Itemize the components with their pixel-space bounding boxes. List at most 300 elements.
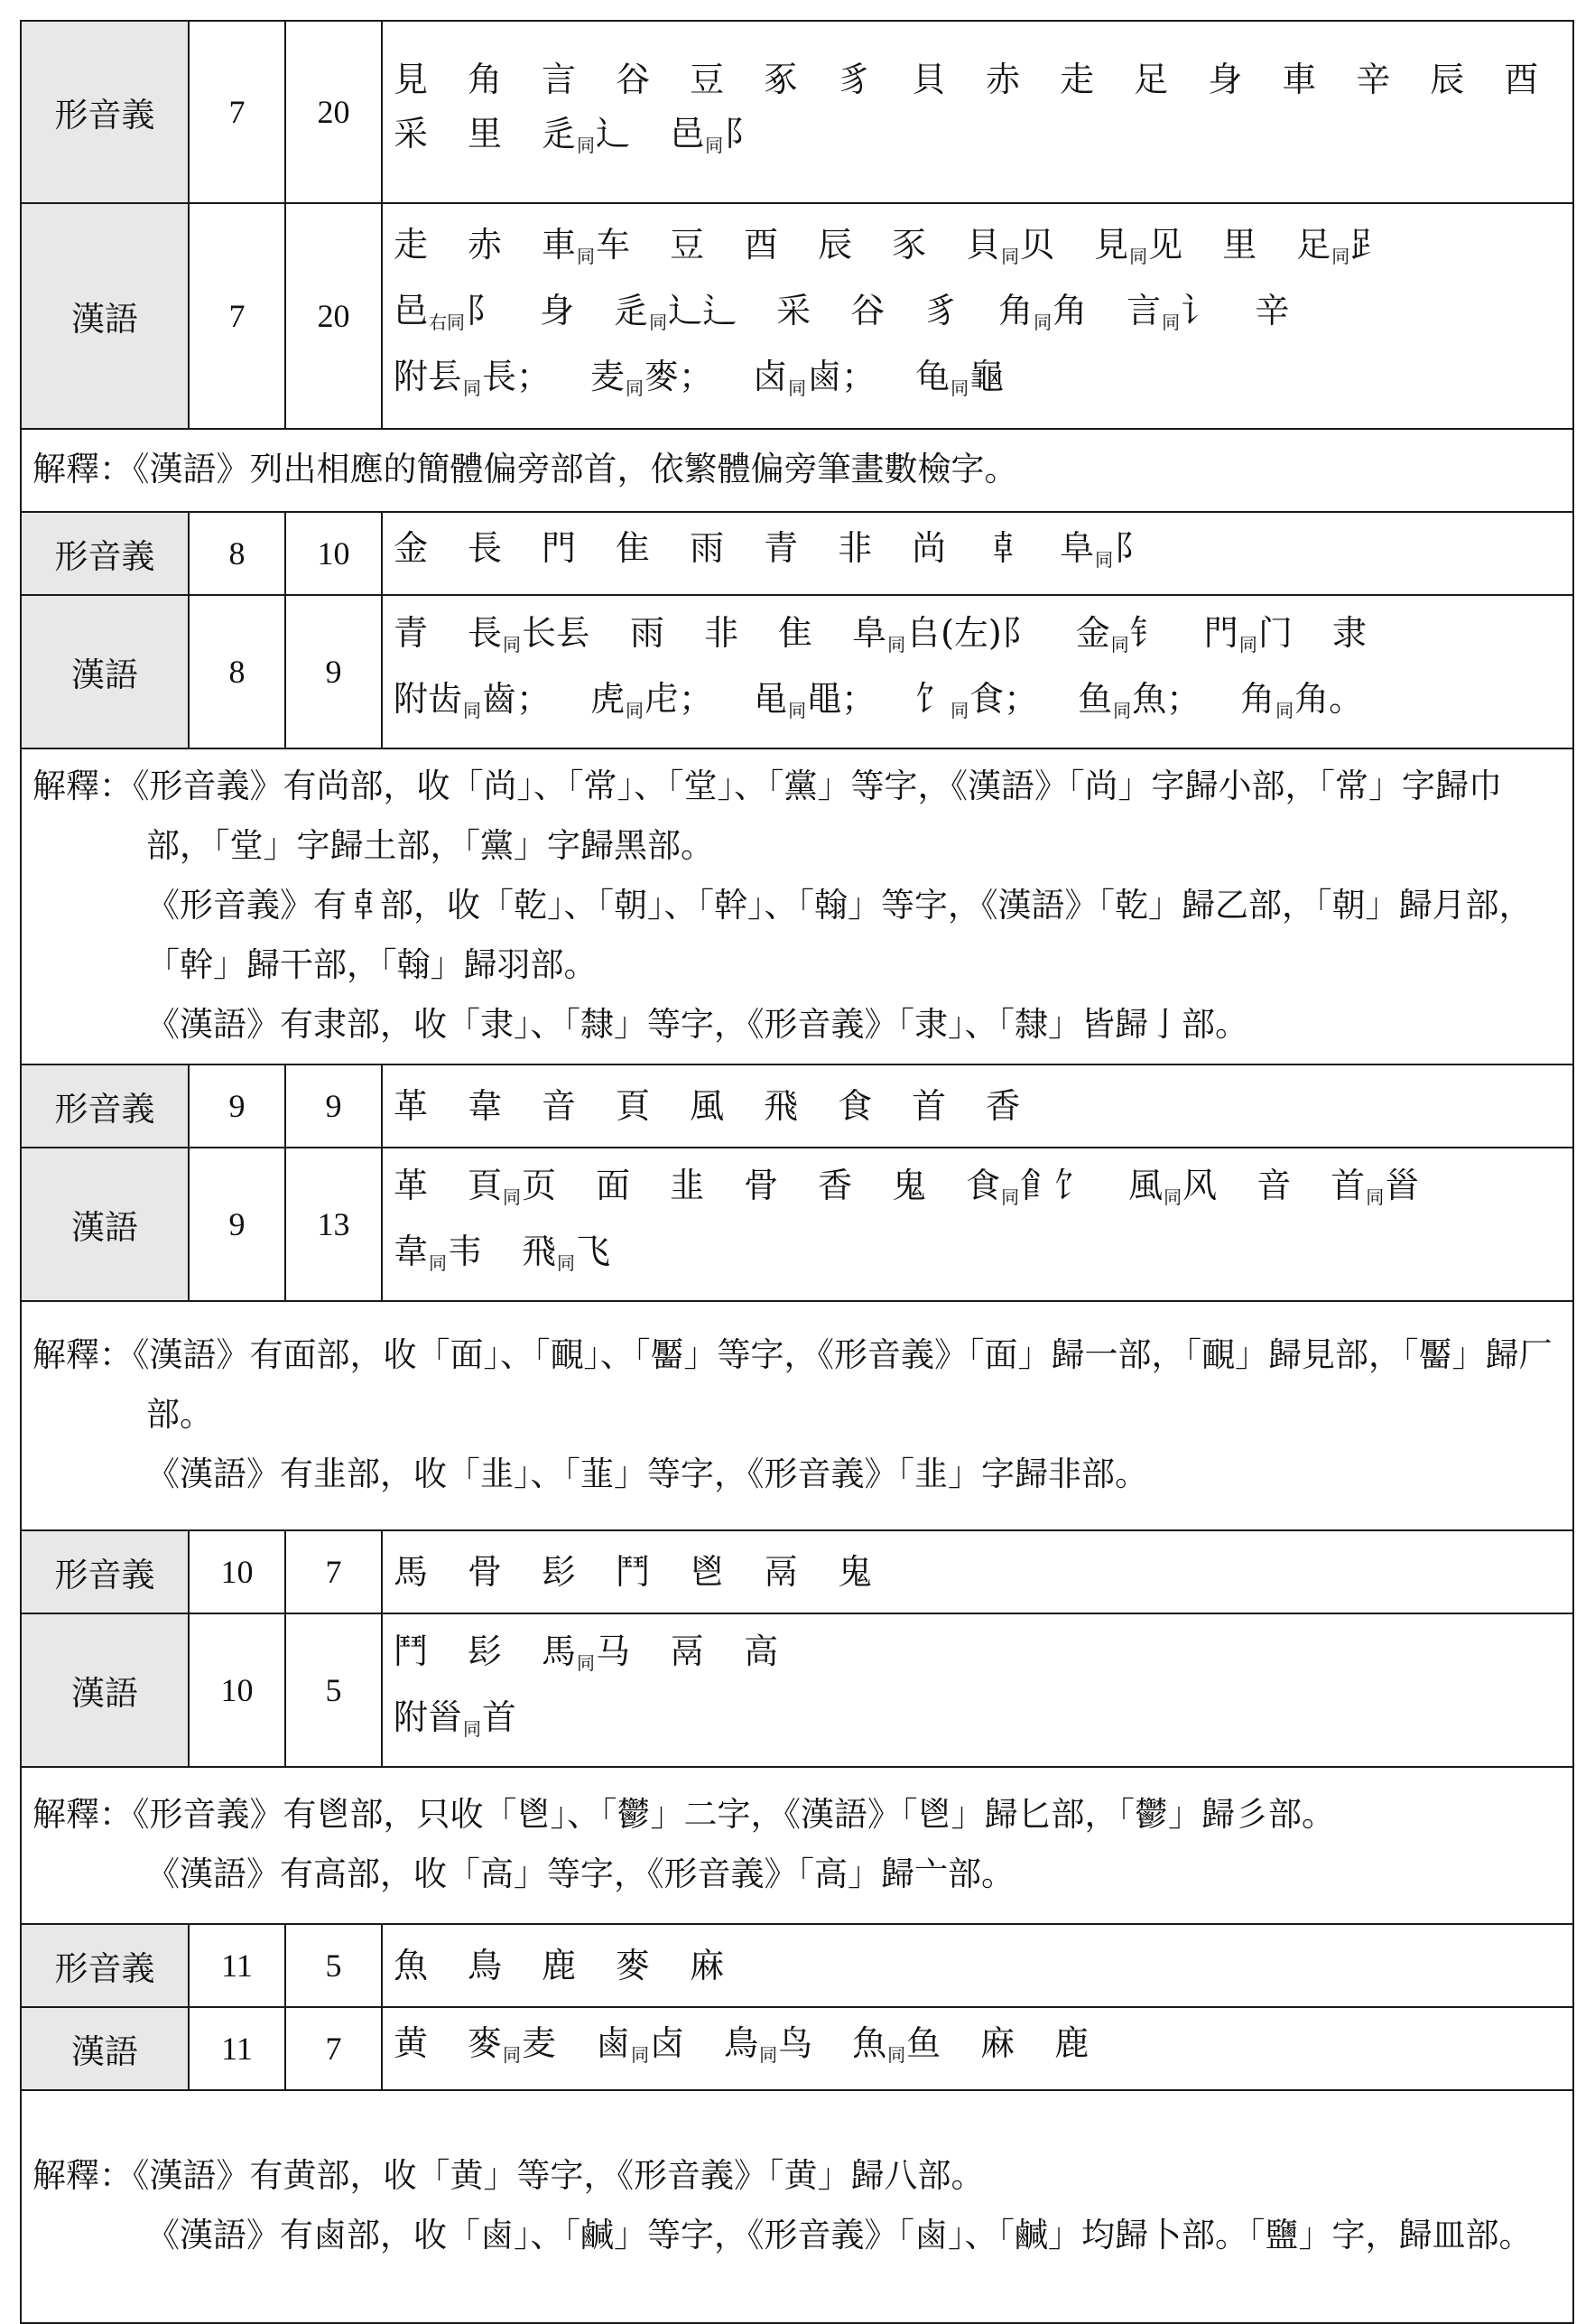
radical-char: 革 — [394, 1086, 429, 1126]
radical-char: 麥 — [468, 2022, 503, 2063]
note-row — [21, 2090, 1573, 2323]
radical-line — [394, 521, 1565, 587]
note-row — [21, 429, 1573, 512]
variant-marker: 同 — [759, 2043, 778, 2066]
dictionary-label: 形音義 — [21, 21, 189, 203]
radical-item — [986, 1079, 1020, 1133]
radical-variant: 钅 — [1129, 613, 1164, 653]
radical-char: 角 — [468, 59, 503, 99]
entry-row — [21, 1064, 1573, 1148]
radical-char: 飛 — [764, 1086, 799, 1126]
entry-row — [21, 203, 1573, 429]
variant-marker: 右同 — [429, 311, 466, 333]
stroke-count: 10 — [189, 1613, 285, 1767]
radical-count: 5 — [285, 1924, 382, 2007]
radical-list — [382, 1613, 1573, 1767]
radical-item — [966, 218, 1054, 284]
radical-variant: 阝 — [466, 290, 501, 330]
radical-variant: 龜 — [969, 356, 1005, 396]
radical-char: 赤 — [468, 224, 503, 265]
radical-item — [468, 1938, 502, 1993]
radical-count: 20 — [285, 21, 382, 203]
radical-item — [614, 284, 737, 349]
entry-row — [21, 1148, 1573, 1301]
radical-list — [382, 2007, 1573, 2090]
radical-item — [850, 284, 885, 338]
radical-char: 頁 — [616, 1086, 651, 1126]
radical-char: 鱼 — [1078, 679, 1113, 719]
radical-item — [394, 521, 428, 575]
radical-char: 黄 — [394, 2022, 429, 2063]
radical-char: 韋 — [468, 1086, 503, 1126]
variant-marker: 同 — [1113, 700, 1132, 721]
radical-item — [394, 1545, 428, 1599]
explanation-paragraph: 《漢語》有隶部，收「隶」、「隸」等字，《形音義》「隶」、「隸」皆歸亅部。 — [146, 1005, 1248, 1044]
radical-char: 髟 — [468, 1631, 503, 1671]
radical-char: 骨 — [744, 1166, 779, 1205]
radical-variant: 首 — [482, 1697, 517, 1737]
explanation-cell — [21, 748, 1573, 1064]
radical-list — [382, 595, 1573, 748]
radical-item — [394, 1224, 482, 1290]
radical-item — [1296, 218, 1385, 284]
explanation-paragraph: 解釋：《形音義》有尚部，收「尚」、「常」、「堂」、「黨」等字，《漢語》「尚」字歸小部，「常」字歸巾部，「堂」字歸土部，「黨」字歸黑部。 — [32, 767, 1502, 865]
variant-marker: 同 — [1164, 1186, 1182, 1208]
radical-item — [915, 349, 1004, 415]
radical-item — [912, 52, 946, 107]
radical-item — [753, 349, 876, 415]
radical-char: 車 — [1282, 59, 1317, 99]
radical-item — [818, 1158, 852, 1213]
radical-variant: 讠 — [1181, 290, 1216, 330]
radical-char: 馬 — [542, 1631, 577, 1671]
radical-line — [394, 1224, 1565, 1290]
radical-char: 車 — [542, 224, 577, 265]
radical-char: 谷 — [616, 59, 651, 99]
variant-marker: 同 — [1095, 548, 1114, 571]
radical-char: 非 — [704, 613, 739, 653]
explanation-paragraph: 《漢語》有韭部，收「韭」、「韮」等字，《形音義》「韭」字歸非部。 — [146, 1455, 1148, 1493]
radical-variant: ⻌⻍ — [668, 290, 737, 330]
radical-char: 足 — [1296, 224, 1331, 265]
radical-item — [892, 218, 926, 272]
radical-item — [1430, 52, 1464, 107]
radical-item — [616, 1545, 650, 1599]
radical-char: 辛 — [1356, 59, 1391, 99]
variant-marker: 同 — [463, 700, 482, 721]
radical-item — [690, 521, 724, 575]
variant-marker: 同 — [1129, 245, 1148, 267]
radical-item — [1078, 672, 1201, 738]
radical-item — [986, 521, 1020, 575]
radical-item — [1222, 218, 1257, 272]
radical-char: 酉 — [1504, 59, 1539, 99]
radical-item — [394, 1624, 428, 1678]
variant-marker: 同 — [503, 634, 522, 655]
radical-item — [1060, 521, 1148, 587]
dictionary-label: 漢語 — [21, 203, 189, 429]
radical-item — [596, 1158, 630, 1213]
entry-row — [21, 512, 1573, 595]
radical-item — [394, 2016, 428, 2070]
radical-item — [915, 672, 1038, 738]
radical-char: 韋 — [394, 1232, 429, 1271]
radical-item — [468, 606, 590, 672]
radical-item — [394, 1079, 428, 1133]
radical-char: 豸 — [924, 290, 960, 330]
radical-line — [394, 1545, 1565, 1599]
radical-item — [764, 52, 798, 107]
radical-char: 豆 — [690, 59, 725, 99]
radical-variant: 𩠐 — [1385, 1166, 1420, 1205]
radical-char: 鹵 — [596, 2022, 631, 2063]
radical-char: 貝 — [966, 224, 1001, 265]
radical-char: 韭 — [670, 1166, 705, 1205]
explanation-paragraph: 《漢語》有高部，收「高」等字，《形音義》「高」歸亠部。 — [146, 1855, 1015, 1893]
radical-char: 面 — [596, 1166, 631, 1205]
radical-item — [744, 1624, 778, 1678]
dictionary-label: 形音義 — [21, 1924, 189, 2007]
explanation-cell — [21, 429, 1573, 512]
radical-char: 采 — [776, 290, 811, 330]
radical-variant: 马 — [596, 1631, 631, 1671]
variant-marker: 同 — [951, 376, 969, 399]
radical-char: 走 — [1060, 59, 1095, 99]
stroke-count: 7 — [189, 21, 285, 203]
radical-char: 飛 — [522, 1232, 557, 1271]
radical-list — [382, 1064, 1573, 1148]
radical-variant: ⻆ — [1053, 290, 1088, 330]
radical-line — [394, 52, 1565, 107]
radical-char: 雨 — [630, 613, 665, 653]
radical-item — [1255, 284, 1289, 338]
radical-char: 里 — [468, 113, 503, 153]
radical-line — [394, 1624, 1565, 1690]
radical-char: 麦 — [590, 356, 626, 396]
radical-char: 見 — [1094, 224, 1129, 265]
radical-char: 隹 — [778, 613, 813, 653]
dictionary-label: 漢語 — [21, 1148, 189, 1301]
note-row — [21, 1767, 1573, 1924]
radical-char: 足 — [1134, 59, 1169, 99]
explanation-paragraph: 《漢語》有鹵部，收「鹵」、「鹹」等字，《形音義》「鹵」、「鹹」均歸卜部。「鹽」字，歸皿部。 — [146, 2216, 1533, 2254]
radical-char: 頁 — [468, 1166, 503, 1205]
radical-item — [394, 672, 551, 738]
radical-char: 豖 — [764, 59, 799, 99]
radical-item — [838, 52, 872, 107]
explanation-cell — [21, 2090, 1573, 2323]
radical-variant: 長； — [482, 356, 552, 396]
radical-item — [468, 1158, 556, 1224]
entry-row — [21, 1530, 1573, 1613]
radical-variant: 见 — [1148, 224, 1183, 265]
radical-item — [468, 1624, 502, 1678]
radical-item — [670, 107, 758, 172]
variant-marker: 同 — [1275, 700, 1294, 721]
radical-char: 金 — [394, 527, 429, 568]
radical-char: 邑 — [670, 113, 705, 153]
radical-char: 辛 — [1255, 290, 1290, 330]
radical-item — [540, 284, 574, 338]
variant-marker: 同 — [557, 1252, 576, 1274]
radical-char: 食 — [838, 1086, 873, 1126]
radical-char: ⻆ — [1240, 679, 1275, 719]
radical-char: 風 — [1128, 1166, 1164, 1205]
radical-item — [1054, 2016, 1089, 2070]
variant-marker: 同 — [788, 700, 807, 721]
radical-char: 隶 — [1331, 613, 1367, 653]
radical-item — [852, 2016, 941, 2082]
radical-char: 香 — [818, 1166, 853, 1205]
radical-item — [670, 1158, 704, 1213]
variant-marker: 同 — [503, 2043, 522, 2066]
radical-item — [616, 521, 650, 575]
radical-char: 邑 — [394, 290, 429, 330]
radical-item — [522, 1224, 610, 1290]
radical-line — [394, 218, 1565, 284]
radical-item — [1127, 284, 1215, 349]
radical-char: 身 — [540, 290, 575, 330]
radical-item — [912, 521, 946, 575]
variant-marker: 同 — [1110, 634, 1129, 655]
radical-char: 豆 — [670, 224, 705, 265]
radical-line — [394, 1690, 1565, 1756]
radical-char: 魚 — [394, 1946, 429, 1985]
radical-item — [1134, 52, 1168, 107]
radical-char: 饣 — [915, 679, 951, 719]
explanation-paragraph: 解釋：《漢語》有黄部，收「黄」等字，《形音義》「黄」歸八部。 — [32, 2156, 985, 2195]
radical-line — [394, 1079, 1565, 1133]
radical-variant: 贝 — [1020, 224, 1055, 265]
radical-item — [892, 1158, 926, 1213]
variant-marker: 同 — [577, 134, 596, 156]
radical-char: 高 — [744, 1631, 779, 1671]
radical-variant: 鹵； — [807, 356, 876, 396]
radical-variant: 食； — [969, 679, 1039, 719]
radical-item — [744, 1158, 778, 1213]
dictionary-label: 漢語 — [21, 1613, 189, 1767]
radical-count: 20 — [285, 203, 382, 429]
radical-char: 谷 — [850, 290, 886, 330]
radical-count: 9 — [285, 595, 382, 748]
radical-char: 香 — [986, 1086, 1021, 1126]
radical-char: 隹 — [616, 527, 651, 568]
radical-item — [468, 218, 502, 272]
radical-char: 里 — [1222, 224, 1257, 265]
radical-variant: 鸟 — [778, 2022, 813, 2063]
radical-char: 豕 — [892, 224, 927, 265]
radical-item — [590, 672, 713, 738]
stroke-count: 9 — [189, 1064, 285, 1148]
radical-char: 金 — [1075, 613, 1110, 653]
radical-char: 音 — [1257, 1166, 1292, 1205]
radical-variant: 飞 — [576, 1232, 611, 1271]
stroke-count: 8 — [189, 512, 285, 595]
radical-item — [394, 284, 500, 349]
stroke-count: 11 — [189, 1924, 285, 2007]
radical-char: 門 — [1203, 613, 1238, 653]
radical-comparison-table — [20, 20, 1574, 2324]
variant-marker: 同 — [1034, 311, 1053, 333]
radical-variant: 页 — [522, 1166, 557, 1205]
variant-marker: 同 — [429, 1252, 448, 1274]
radical-char: 辵 — [614, 290, 649, 330]
radical-variant: 风 — [1182, 1166, 1218, 1205]
radical-variant: 魚； — [1132, 679, 1201, 719]
radical-char: 龟 — [915, 356, 951, 396]
radical-char: 豸 — [838, 59, 873, 99]
radical-item — [744, 218, 778, 272]
radical-char: 酉 — [744, 224, 779, 265]
radical-item — [1331, 1158, 1419, 1224]
radical-item — [670, 218, 704, 272]
radical-char: 髟 — [542, 1552, 577, 1592]
radical-item — [1356, 52, 1390, 107]
radical-line — [394, 284, 1565, 349]
radical-char: 長 — [468, 527, 503, 568]
radical-item — [690, 1079, 724, 1133]
radical-item — [394, 1690, 516, 1756]
radical-item — [468, 2016, 556, 2082]
radical-item — [394, 1158, 428, 1213]
radical-char: 青 — [764, 527, 799, 568]
radical-item — [1257, 1158, 1291, 1213]
radical-char: 貝 — [912, 59, 947, 99]
variant-marker: 同 — [1001, 245, 1020, 267]
radical-item — [542, 1545, 576, 1599]
explanation-paragraph: 解釋：《漢語》有面部，收「面」、「靦」、「靨」等字，《形音義》「面」歸一部，「靦」歸見部，「靨」歸厂部。 — [32, 1335, 1553, 1434]
radical-item — [690, 1938, 724, 1993]
radical-item — [838, 1079, 872, 1133]
radical-item — [776, 284, 811, 338]
radical-variant: 阝 — [724, 113, 759, 153]
radical-item — [542, 521, 576, 575]
radical-variant: 车 — [596, 224, 631, 265]
radical-item — [704, 606, 738, 660]
radical-item — [1282, 52, 1316, 107]
variant-marker: 同 — [577, 245, 596, 267]
radical-line — [394, 672, 1565, 738]
radical-count: 9 — [285, 1064, 382, 1148]
radical-item — [912, 1079, 946, 1133]
radical-char: 附镸 — [394, 356, 463, 396]
radical-char: 言 — [542, 59, 577, 99]
radical-char: 阜 — [1060, 527, 1095, 568]
radical-char: 馬 — [394, 1552, 429, 1592]
radical-item — [1332, 606, 1367, 660]
radical-list — [382, 1530, 1573, 1613]
radical-item — [1060, 52, 1094, 107]
stroke-count: 10 — [189, 1530, 285, 1613]
radical-char: 鹿 — [1054, 2022, 1090, 2063]
radical-line — [394, 1938, 1565, 1993]
radical-item — [542, 107, 630, 172]
radical-line — [394, 107, 1565, 172]
radical-variant: 虍； — [644, 679, 714, 719]
variant-marker: 同 — [788, 376, 807, 399]
radical-item — [1208, 52, 1242, 107]
radical-count: 10 — [285, 512, 382, 595]
radical-item — [468, 521, 502, 575]
entry-row — [21, 2007, 1573, 2090]
radical-variant: 门 — [1257, 613, 1293, 653]
radical-variant: 麦 — [522, 2022, 557, 2063]
radical-variant: 卤 — [650, 2022, 685, 2063]
radical-count: 13 — [285, 1148, 382, 1301]
radical-item — [542, 52, 576, 107]
radical-char: 尚 — [912, 527, 947, 568]
radical-item — [616, 1079, 650, 1133]
radical-item — [998, 284, 1087, 349]
radical-item — [468, 107, 502, 161]
radical-char: 首 — [1331, 1166, 1366, 1205]
stroke-count: 8 — [189, 595, 285, 748]
radical-char: 鬲 — [764, 1552, 799, 1592]
radical-char: 阜 — [852, 613, 887, 653]
radical-count: 7 — [285, 2007, 382, 2090]
variant-marker: 同 — [503, 1186, 522, 1208]
radical-char: 鬥 — [394, 1631, 429, 1671]
radical-char: 見 — [394, 59, 429, 99]
dictionary-label: 漢語 — [21, 595, 189, 748]
entry-row — [21, 21, 1573, 203]
dictionary-label: 形音義 — [21, 1064, 189, 1148]
variant-marker: 同 — [463, 1718, 482, 1740]
radical-item — [690, 52, 724, 107]
radical-char: 附齿 — [394, 679, 463, 719]
radical-item — [596, 2016, 684, 2082]
radical-char: 麻 — [690, 1946, 725, 1985]
entry-row — [21, 1613, 1573, 1767]
radical-char: 魚 — [852, 2022, 887, 2063]
radical-list — [382, 21, 1573, 203]
radical-item — [838, 1545, 872, 1599]
radical-variant: 辶 — [596, 113, 631, 153]
variant-marker: 同 — [631, 2043, 650, 2066]
radical-char: 赤 — [986, 59, 1021, 99]
radical-item — [690, 1545, 724, 1599]
radical-item — [468, 1079, 502, 1133]
radical-char: 鹿 — [542, 1946, 577, 1985]
radical-char: 青 — [394, 613, 429, 653]
variant-marker: 同 — [1238, 634, 1257, 655]
radical-item — [1204, 606, 1293, 672]
variant-marker: 同 — [1001, 1186, 1020, 1208]
radical-item — [630, 606, 664, 660]
radical-variant: 𧾷 — [1350, 224, 1386, 265]
radical-item — [394, 52, 428, 107]
radical-char: 風 — [690, 1086, 725, 1126]
radical-char: 走 — [394, 224, 429, 265]
dictionary-label: 漢語 — [21, 2007, 189, 2090]
radical-item — [764, 1545, 798, 1599]
variant-marker: 同 — [887, 2043, 906, 2066]
radical-char: 雨 — [690, 527, 725, 568]
radical-char: 言 — [1127, 290, 1162, 330]
radical-list — [382, 1148, 1573, 1301]
radical-variant: 齒； — [482, 679, 552, 719]
radical-char: 𠦝 — [986, 527, 1021, 568]
stroke-count: 7 — [189, 203, 285, 429]
radical-variant: 角。 — [1294, 679, 1364, 719]
radical-item — [986, 52, 1020, 107]
stroke-count: 11 — [189, 2007, 285, 2090]
radical-item — [724, 2016, 812, 2082]
radical-char: 黾 — [753, 679, 788, 719]
radical-item — [542, 1079, 576, 1133]
radical-item — [818, 218, 852, 272]
radical-variant: 麥； — [644, 356, 714, 396]
